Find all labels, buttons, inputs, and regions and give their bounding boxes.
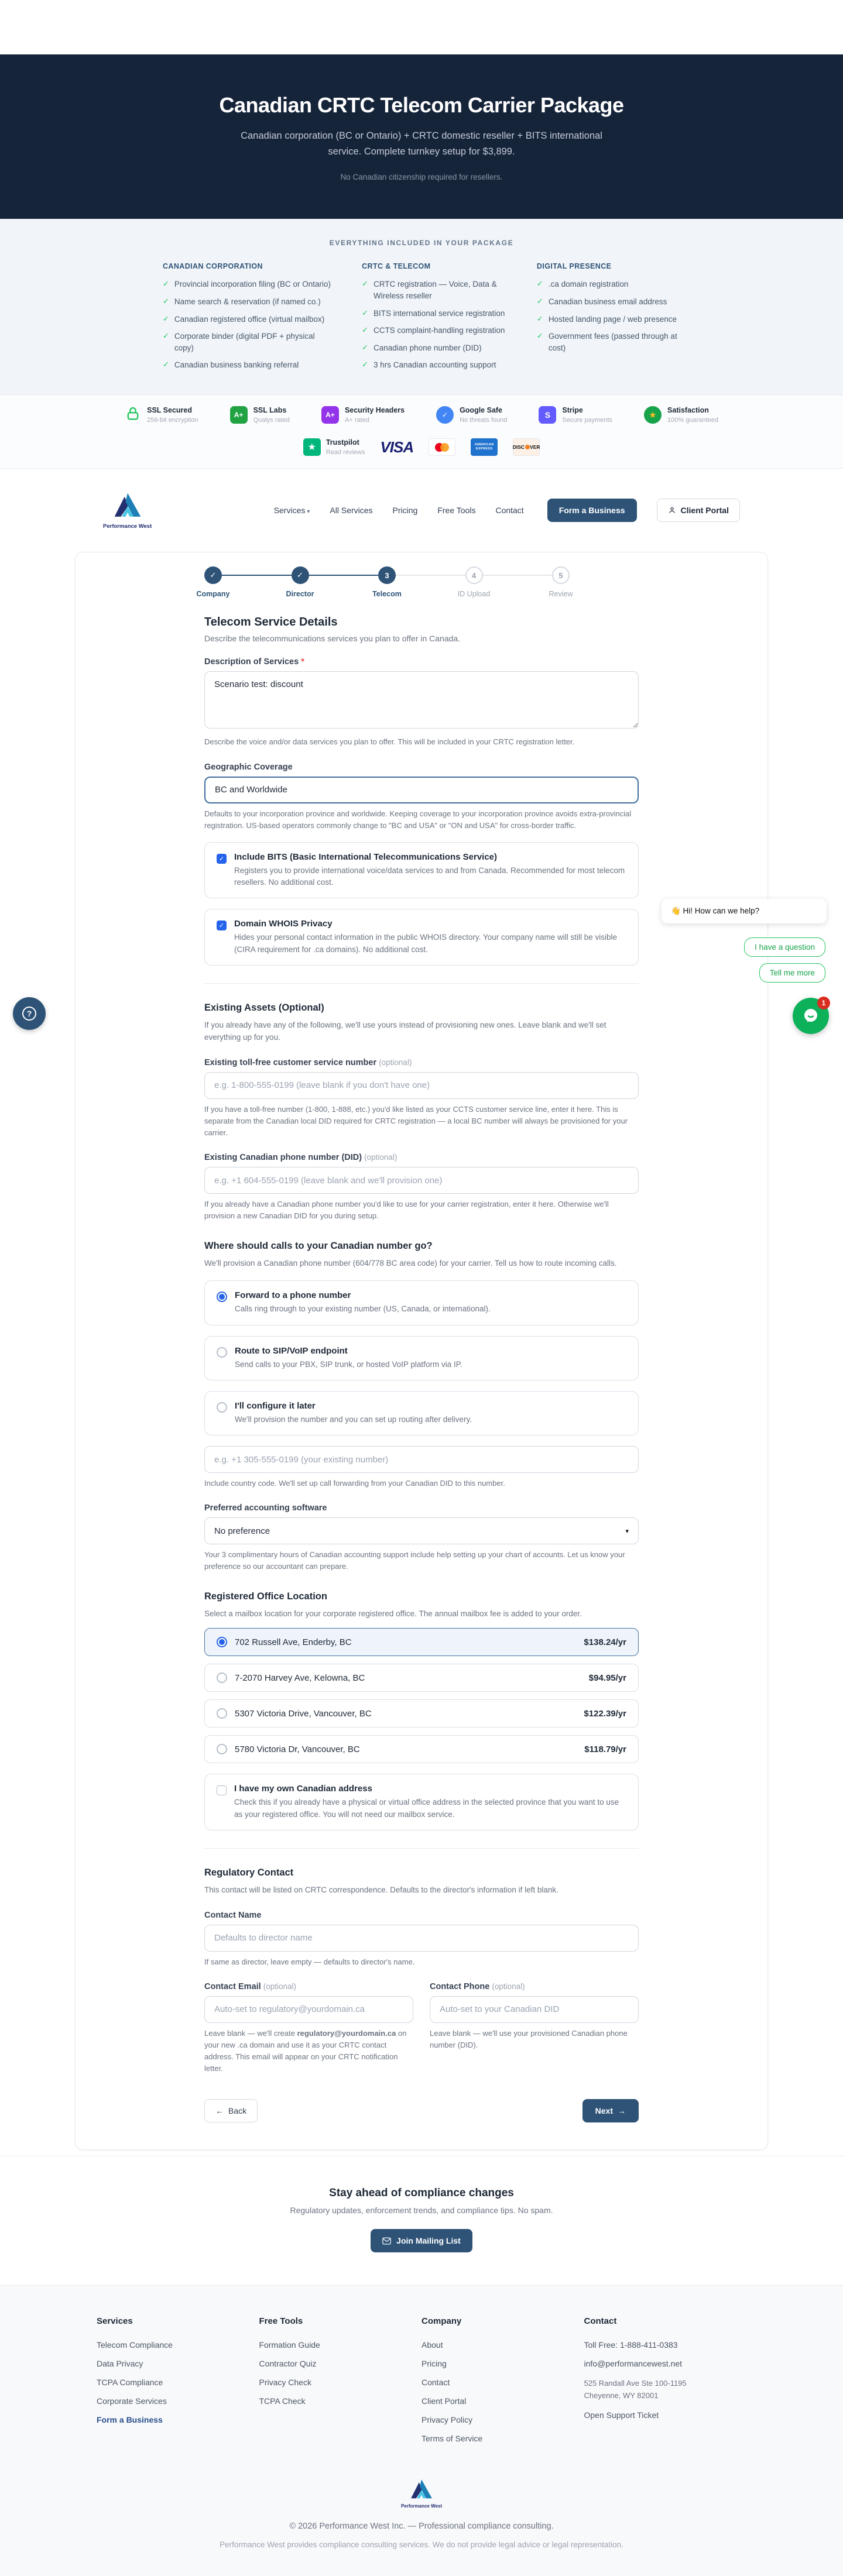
form-title: Telecom Service Details bbox=[204, 616, 338, 629]
list-item: ✓ Hosted landing page / web presence bbox=[537, 314, 680, 325]
office-option-enderby[interactable]: 702 Russell Ave, Enderby, BC $138.24/yr bbox=[204, 1628, 639, 1656]
mail-icon bbox=[382, 2237, 391, 2245]
arrow-left-icon: ← bbox=[215, 2106, 224, 2116]
regulatory-title: Regulatory Contact bbox=[204, 1867, 294, 1878]
lock-icon bbox=[125, 406, 141, 425]
list-item: ✓ Government fees (passed through at cost) bbox=[537, 331, 680, 353]
radio-icon[interactable] bbox=[217, 1402, 227, 1413]
progress-stepper bbox=[196, 552, 639, 602]
radio-selected-icon[interactable] bbox=[217, 1637, 227, 1647]
logo-mountain-icon bbox=[111, 492, 145, 521]
client-portal-button[interactable]: Client Portal bbox=[657, 499, 740, 522]
radio-icon[interactable] bbox=[217, 1347, 227, 1358]
stepper-connector bbox=[396, 575, 465, 576]
list-item: ✓ Canadian registered office (virtual mailbox) bbox=[163, 314, 335, 325]
badge-google-safe: ✓ Google Safe No threats found bbox=[436, 406, 507, 425]
office-desc: Select a mailbox location for your corporate registered office. The annual mailbox fee is added to your order. bbox=[204, 1609, 582, 1619]
contact-email-input[interactable] bbox=[204, 1996, 413, 2023]
main-navigation bbox=[0, 469, 843, 552]
logo-mountain-icon bbox=[408, 2478, 435, 2502]
list-item: ✓ Name search & reservation (if named co.) bbox=[163, 296, 335, 308]
badge-ssl-secured: SSL Secured 256-bit encryption bbox=[125, 406, 198, 425]
brand-name: Performance West bbox=[103, 523, 152, 530]
trustpilot-badge[interactable]: ★ Trustpilot Read reviews bbox=[303, 438, 365, 457]
arrow-right-icon: → bbox=[618, 2106, 626, 2116]
chevron-down-icon: ▾ bbox=[307, 509, 310, 516]
list-item: ✓ 3 hrs Canadian accounting support bbox=[362, 359, 510, 371]
check-icon: ✓ bbox=[362, 325, 368, 335]
footer-link-formation-guide[interactable]: Formation Guide bbox=[259, 2340, 320, 2350]
badge-security-headers: A+ Security Headers A+ rated bbox=[321, 406, 405, 425]
whois-checkbox-card[interactable]: ✓ Domain WHOIS Privacy Hides your personal contact information in the public WHOIS directory. Your company name will still be visible (CIRA requirement for .ca domains). No additional cost. bbox=[204, 909, 639, 966]
chat-fab-button[interactable] bbox=[793, 998, 829, 1034]
hero-banner bbox=[0, 54, 843, 219]
footer-link-tcpa-check[interactable]: TCPA Check bbox=[259, 2396, 306, 2406]
check-icon: ✓ bbox=[362, 279, 368, 288]
stepper-connector bbox=[309, 575, 379, 576]
step-review[interactable]: 5 Review bbox=[552, 566, 570, 584]
amex-logo: AMERICAN EXPRESS bbox=[471, 438, 498, 456]
chat-option-more[interactable]: Tell me more bbox=[759, 963, 825, 983]
did-input[interactable] bbox=[204, 1167, 639, 1194]
coverage-label: Geographic Coverage bbox=[204, 762, 293, 772]
footer-link-contact[interactable]: Contact bbox=[422, 2378, 450, 2388]
radio-selected-icon[interactable] bbox=[217, 1292, 227, 1302]
radio-icon[interactable] bbox=[217, 1708, 227, 1719]
mastercard-logo bbox=[429, 438, 455, 456]
package-column-digital bbox=[537, 262, 680, 376]
tollfree-input[interactable] bbox=[204, 1072, 639, 1099]
footer-link-client-portal[interactable]: Client Portal bbox=[422, 2396, 467, 2406]
trust-badges bbox=[0, 406, 843, 425]
newsletter-section bbox=[0, 2156, 843, 2285]
check-icon: ✓ bbox=[362, 308, 368, 317]
contact-email-helper: Leave blank — we'll create regulatory@yourdomain.ca on your new .ca domain and use it as your CRTC contact address. This email will appear on your CRTC notification letter. bbox=[204, 2028, 407, 2073]
chat-bubble-icon bbox=[801, 1007, 820, 1025]
routing-option-sip[interactable]: Route to SIP/VoIP endpoint Send calls to your PBX, SIP trunk, or hosted VoIP platform via IP. bbox=[204, 1336, 639, 1380]
did-label: Existing Canadian phone number (DID) (optional) bbox=[204, 1153, 397, 1163]
badge-stripe: S Stripe Secure payments bbox=[539, 406, 612, 425]
description-helper: Describe the voice and/or data services you plan to offer. This will be included in your CRTC registration letter. bbox=[204, 737, 575, 747]
check-icon: ✓ bbox=[163, 360, 169, 369]
existing-assets-desc: If you already have any of the following, we'll use yours instead of provisioning new ones. Leave blank and we'll set everything up for you. bbox=[204, 1020, 606, 1042]
footer-column-free-tools: Free Tools Formation Guide Contractor Quiz Privacy Check TCPA Check bbox=[259, 2316, 422, 2453]
footer-support-ticket[interactable]: Open Support Ticket bbox=[584, 2410, 659, 2420]
section-divider bbox=[204, 1848, 639, 1849]
office-price: $122.39/yr bbox=[584, 1708, 626, 1719]
step-id-upload[interactable]: 4 ID Upload bbox=[465, 566, 483, 584]
checkbox-checked-icon[interactable]: ✓ bbox=[217, 921, 227, 930]
package-column-corporation bbox=[163, 262, 335, 376]
tollfree-helper: If you have a toll-free number (1-800, 1-888, etc.) you'd like listed as your CCTS customer service line, enter it here. This is separate from the Canadian local DID required for CRTC registration — a local BC number will always be provisioned for your carrier. bbox=[204, 1104, 628, 1137]
column-title: CANADIAN CORPORATION bbox=[163, 262, 263, 271]
package-section bbox=[0, 219, 843, 469]
own-address-checkbox-card[interactable]: I have my own Canadian address Check this if you already have a physical or virtual office address in the selected province that you want to use as your registered office. You will not need our mailbox service. bbox=[204, 1774, 639, 1830]
star-icon: ★ bbox=[644, 406, 662, 424]
footer-email[interactable]: info@performancewest.net bbox=[584, 2359, 683, 2369]
discover-dot-icon bbox=[525, 445, 530, 449]
step-telecom[interactable]: 3 Telecom bbox=[378, 566, 396, 584]
badge-ssl-labs: A+ SSL Labs Qualys rated bbox=[230, 406, 290, 425]
routing-option-later[interactable]: I'll configure it later We'll provision the number and you can set up routing after delivery. bbox=[204, 1391, 639, 1435]
nav-services-dropdown[interactable]: Services ▾ bbox=[273, 506, 310, 516]
next-button[interactable]: Next → bbox=[582, 2099, 639, 2122]
office-option-victoria-dr[interactable]: 5780 Victoria Dr, Vancouver, BC $118.79/yr bbox=[204, 1735, 639, 1763]
back-button[interactable]: ← Back bbox=[204, 2099, 258, 2122]
newsletter-title: Stay ahead of compliance changes bbox=[329, 2187, 514, 2200]
check-icon: ✓ bbox=[536, 279, 543, 288]
check-icon: ✓ bbox=[163, 314, 169, 323]
bits-checkbox-card[interactable]: ✓ Include BITS (Basic International Telecommunications Service) Registers you to provide international voice/data services to and from Canada. Recommended for most telecom resellers. No additional cost. bbox=[204, 842, 639, 899]
list-item: ✓ BITS international service registration bbox=[362, 308, 510, 320]
footer-link-data-privacy[interactable]: Data Privacy bbox=[97, 2359, 143, 2369]
contact-phone-input[interactable] bbox=[430, 1996, 639, 2023]
step-company[interactable]: ✓ Company bbox=[204, 566, 222, 584]
ssl-labs-icon: A+ bbox=[230, 406, 248, 424]
footer-column-company: Company About Pricing Contact Client Portal Privacy Policy Terms of Service bbox=[422, 2316, 584, 2453]
form-a-business-button[interactable]: Form a Business bbox=[547, 499, 637, 522]
brand-logo[interactable] bbox=[103, 492, 152, 530]
footer-link-terms[interactable]: Terms of Service bbox=[422, 2434, 483, 2444]
list-item: ✓ CRTC registration — Voice, Data & Wireless reseller bbox=[362, 279, 510, 301]
person-icon bbox=[668, 506, 676, 514]
newsletter-subtitle: Regulatory updates, enforcement trends, and compliance tips. No spam. bbox=[290, 2206, 553, 2216]
footer-link-telecom-compliance[interactable]: Telecom Compliance bbox=[97, 2340, 173, 2350]
check-icon: ✓ bbox=[163, 279, 169, 288]
forward-number-helper: Include country code. We'll set up call forwarding from your Canadian DID to this number. bbox=[204, 1479, 505, 1488]
chat-greeting-bubble: 👋 Hi! How can we help? bbox=[662, 899, 827, 923]
list-item: ✓ Canadian business banking referral bbox=[163, 359, 335, 371]
nav-free-tools[interactable]: Free Tools bbox=[437, 506, 476, 516]
nav-contact[interactable]: Contact bbox=[495, 506, 524, 516]
check-icon: ✓ bbox=[163, 297, 169, 305]
google-safe-icon: ✓ bbox=[436, 406, 454, 424]
check-icon: ✓ bbox=[362, 360, 368, 369]
chat-unread-badge: 1 bbox=[817, 997, 830, 1009]
coverage-helper: Defaults to your incorporation province and worldwide. Keeping coverage to your incorporation province avoids extra-provincial registration. US-based operators commonly change to "BC and USA" or "ON and USA" for cross-border traffic. bbox=[204, 809, 632, 830]
wizard-card bbox=[75, 552, 768, 2150]
accounting-helper: Your 3 complimentary hours of Canadian accounting support include help setting up your chart of accounts. Let us know your preference so our accountant can prepare. bbox=[204, 1550, 625, 1571]
check-icon: ✓ bbox=[536, 331, 543, 341]
question-icon: ? bbox=[22, 1007, 36, 1021]
trust-strip bbox=[0, 394, 843, 469]
contact-email-label: Contact Email (optional) bbox=[204, 1981, 296, 1991]
footer-link-contractor-quiz[interactable]: Contractor Quiz bbox=[259, 2359, 317, 2369]
chat-option-question[interactable]: I have a question bbox=[744, 937, 825, 957]
stripe-icon: S bbox=[539, 406, 556, 424]
chevron-down-icon: ▾ bbox=[625, 1527, 629, 1535]
trustpilot-star-icon: ★ bbox=[303, 438, 321, 456]
top-whitespace bbox=[0, 0, 843, 54]
column-title: DIGITAL PRESENCE bbox=[536, 262, 612, 271]
routing-title: Where should calls to your Canadian number go? bbox=[204, 1241, 433, 1252]
join-mailing-list-button[interactable]: Join Mailing List bbox=[371, 2229, 472, 2252]
check-icon: ✓ bbox=[536, 297, 543, 305]
column-title: CRTC & TELECOM bbox=[362, 262, 431, 271]
stepper-connector bbox=[483, 575, 553, 576]
stepper-connector bbox=[222, 575, 292, 576]
list-item: ✓ Canadian business email address bbox=[537, 296, 680, 308]
help-fab-button[interactable] bbox=[13, 997, 46, 1030]
existing-assets-title: Existing Assets (Optional) bbox=[204, 1002, 324, 1013]
copyright: © 2026 Performance West Inc. — Professional compliance consulting. bbox=[289, 2522, 554, 2532]
did-helper: If you already have a Canadian phone number you'd like to use for your carrier registration, enter it here. Otherwise we'll provision a new Canadian DID for you during setup. bbox=[204, 1200, 609, 1221]
office-option-victoria-drive[interactable]: 5307 Victoria Drive, Vancouver, BC $122.39/yr bbox=[204, 1699, 639, 1727]
disclaimer: Performance West provides compliance consulting services. We do not provide legal advice or legal representation. bbox=[220, 2540, 623, 2550]
description-label: Description of Services * bbox=[204, 657, 304, 667]
check-icon: ✓ bbox=[163, 331, 169, 341]
coverage-input[interactable] bbox=[204, 777, 639, 803]
contact-name-helper: If same as director, leave empty — defaults to director's name. bbox=[204, 1957, 415, 1966]
office-price: $94.95/yr bbox=[588, 1672, 626, 1683]
list-item: ✓ Corporate binder (digital PDF + physical copy) bbox=[163, 331, 335, 353]
package-label: EVERYTHING INCLUDED IN YOUR PACKAGE bbox=[329, 239, 514, 248]
list-item: ✓ Provincial incorporation filing (BC or Ontario) bbox=[163, 279, 335, 290]
hero-note: No Canadian citizenship required for resellers. bbox=[340, 173, 503, 182]
footer-phone: Toll Free: 1-888-411-0383 bbox=[584, 2340, 678, 2350]
discover-logo: DISC VER bbox=[513, 438, 540, 456]
page-footer bbox=[0, 2285, 843, 2576]
regulatory-desc: This contact will be listed on CRTC correspondence. Defaults to the director's information if left blank. bbox=[204, 1885, 558, 1894]
nav-pricing[interactable]: Pricing bbox=[392, 506, 418, 516]
contact-name-label: Contact Name bbox=[204, 1910, 262, 1920]
footer-link-pricing[interactable]: Pricing bbox=[422, 2359, 447, 2369]
footer-column-services: Services Telecom Compliance Data Privacy TCPA Compliance Corporate Services Form a Business bbox=[97, 2316, 259, 2453]
accounting-label: Preferred accounting software bbox=[204, 1503, 327, 1513]
security-headers-icon: A+ bbox=[321, 406, 339, 424]
footer-link-about[interactable]: About bbox=[422, 2340, 443, 2350]
footer-logo: Performance West bbox=[401, 2478, 442, 2509]
section-divider bbox=[204, 983, 639, 984]
footer-link-form-a-business[interactable]: Form a Business bbox=[97, 2415, 163, 2425]
visa-logo: VISA bbox=[380, 438, 414, 456]
checkbox-checked-icon[interactable]: ✓ bbox=[217, 854, 227, 864]
list-item: ✓ CCTS complaint-handling registration bbox=[362, 325, 510, 336]
contact-name-input[interactable] bbox=[204, 1925, 639, 1952]
contact-phone-label: Contact Phone (optional) bbox=[430, 1981, 525, 1991]
hero-subtitle: Canadian corporation (BC or Ontario) + CRTC domestic reseller + BITS international service. Complete turnkey setup for $3,899. bbox=[241, 130, 602, 157]
payment-logos bbox=[0, 438, 843, 457]
office-price: $138.24/yr bbox=[584, 1637, 626, 1647]
badge-satisfaction: ★ Satisfaction 100% guaranteed bbox=[644, 406, 718, 425]
package-column-crtc bbox=[362, 262, 510, 376]
forward-number-input[interactable] bbox=[204, 1446, 639, 1473]
footer-address: 525 Randall Ave Ste 100-1195 Cheyenne, WY 82001 bbox=[584, 2379, 687, 2400]
routing-desc: We'll provision a Canadian phone number (604/778 BC area code) for your carrier. Tell us how to route incoming calls. bbox=[204, 1259, 617, 1268]
footer-link-corporate-services[interactable]: Corporate Services bbox=[97, 2396, 167, 2406]
check-icon: ✓ bbox=[362, 342, 368, 352]
list-item: ✓ .ca domain registration bbox=[537, 279, 680, 290]
required-asterisk: * bbox=[301, 657, 304, 667]
footer-link-tcpa-compliance[interactable]: TCPA Compliance bbox=[97, 2378, 163, 2388]
footer-column-contact: Contact Toll Free: 1-888-411-0383 info@performancewest.net 525 Randall Ave Ste 100-1195 Cheyenne, WY 82001 Open Support Ticket bbox=[584, 2316, 747, 2453]
footer-link-privacy-check[interactable]: Privacy Check bbox=[259, 2378, 311, 2388]
page-title: Canadian CRTC Telecom Carrier Package bbox=[219, 93, 624, 117]
radio-icon[interactable] bbox=[217, 1744, 227, 1754]
list-item: ✓ Canadian phone number (DID) bbox=[362, 342, 510, 354]
package-columns bbox=[163, 262, 680, 394]
radio-icon[interactable] bbox=[217, 1672, 227, 1683]
step-director[interactable]: ✓ Director bbox=[292, 566, 309, 584]
checkbox-unchecked-icon[interactable] bbox=[217, 1785, 227, 1795]
office-price: $118.79/yr bbox=[584, 1744, 626, 1754]
form-subtitle: Describe the telecommunications services you plan to offer in Canada. bbox=[204, 634, 461, 644]
office-title: Registered Office Location bbox=[204, 1591, 327, 1602]
check-icon: ✓ bbox=[536, 314, 543, 323]
accounting-select[interactable]: No preference ▾ bbox=[204, 1517, 639, 1544]
routing-option-forward[interactable]: Forward to a phone number Calls ring through to your existing number (US, Canada, or international). bbox=[204, 1280, 639, 1325]
telecom-form bbox=[204, 602, 639, 2149]
tollfree-label: Existing toll-free customer service number (optional) bbox=[204, 1057, 412, 1067]
footer-link-privacy-policy[interactable]: Privacy Policy bbox=[422, 2415, 473, 2425]
office-option-kelowna[interactable]: 7-2070 Harvey Ave, Kelowna, BC $94.95/yr bbox=[204, 1664, 639, 1692]
description-textarea[interactable] bbox=[204, 671, 639, 729]
contact-phone-helper: Leave blank — we'll use your provisioned Canadian phone number (DID). bbox=[430, 2028, 628, 2050]
nav-all-services[interactable]: All Services bbox=[330, 506, 373, 516]
